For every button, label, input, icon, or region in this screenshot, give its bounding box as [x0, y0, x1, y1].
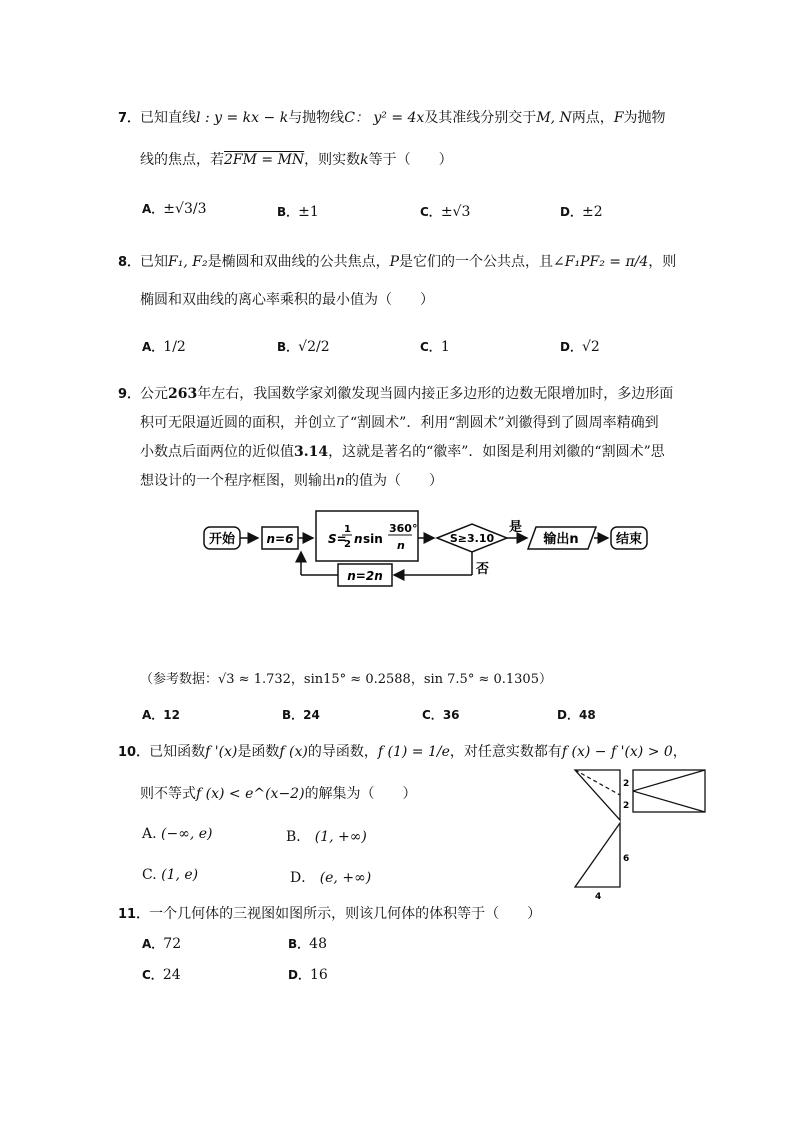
flow-output-label: 输出n [543, 532, 579, 547]
question-8-line-2: 椭圆和双曲线的离心率乘积的最小值为（ ） [140, 292, 434, 308]
q7-option-d[interactable]: D．±2 [560, 204, 603, 220]
hidden-edge [575, 770, 620, 795]
q10-option-d[interactable]: D． (e, +∞) [290, 870, 372, 886]
flow-no-label: 否 [476, 562, 490, 577]
flow-formula-half: 1 [344, 524, 351, 535]
q7-option-a[interactable]: A．±√3/3 [142, 201, 207, 217]
q9-option-c[interactable]: C．36 [422, 708, 460, 722]
question-11-line-1: 11．一个几何体的三视图如图所示，则该几何体的体积等于（ ） [118, 906, 542, 922]
q11-option-c[interactable]: C．24 [142, 967, 181, 983]
question-9-line-4: 想设计的一个程序框图，则输出n的值为（ ） [140, 473, 444, 489]
q11-option-d[interactable]: D．16 [288, 967, 328, 983]
front-label-upper: 2 [623, 779, 630, 789]
svg-text:n: n [397, 539, 405, 552]
q8-option-d[interactable]: D．√2 [560, 339, 600, 355]
front-label-lower: 2 [623, 801, 630, 811]
q10-option-b[interactable]: B． (1, +∞) [286, 829, 367, 845]
flow-end-label: 结束 [615, 532, 643, 547]
svg-text:n: n [354, 532, 363, 546]
flow-decision-label: S≥3.10 [449, 532, 495, 545]
q9-option-a[interactable]: A．12 [142, 708, 180, 722]
question-number: 11． [118, 907, 150, 922]
question-7-line-1: 7．已知直线l : y = kx − k与抛物线C： y² = 4x及其准线分别交于M, N两点，F为抛物 [118, 110, 666, 126]
question-number: 8． [118, 255, 141, 270]
question-number: 9． [118, 387, 141, 402]
q9-option-b[interactable]: B．24 [282, 708, 320, 722]
svg-text:S=: S= [328, 532, 347, 546]
question-number: 7． [118, 111, 141, 126]
question-8-line-1: 8．已知F₁, F₂是椭圆和双曲线的公共焦点，P是它们的一个公共点，且∠F₁PF₂ = π/4，则 [118, 254, 677, 270]
question-9-line-1: 9．公元263年左右，我国数学家刘徽发现当圆内接正多边形的边数无限增加时，多边形面 [118, 386, 674, 402]
q11-option-a[interactable]: A．72 [142, 936, 182, 952]
q7-option-b[interactable]: B．±1 [277, 204, 319, 220]
svg-text:360°: 360° [389, 522, 418, 535]
flow-start-label: 开始 [208, 532, 236, 547]
question-10-line-1: 10．已知函数f '(x)是函数f (x)的导函数，f (1) = 1/e，对任意实数都有f (x) − f '(x) > 0， [118, 744, 687, 760]
question-9-line-3: 小数点后面两位的近似值3.14，这就是著名的“徽率”．如图是利用刘徽的“割圆术”思 [140, 444, 665, 460]
flow-update-label: n=2n [347, 569, 383, 583]
q11-option-b[interactable]: B．48 [288, 936, 327, 952]
top-view [575, 823, 620, 887]
question-10-line-2: 则不等式f (x) < e^(x−2)的解集为（ ） [140, 786, 417, 802]
top-label-side: 6 [623, 854, 630, 864]
q7-option-c[interactable]: C．±√3 [420, 204, 471, 220]
flow-yes-label: 是 [509, 520, 523, 535]
q8-option-c[interactable]: C．1 [420, 339, 450, 355]
question-7-line-2: 线的焦点，若2FM = MN，则实数k等于（ ） [140, 152, 453, 168]
svg-text:sin: sin [363, 532, 383, 546]
program-flowchart [0, 505, 794, 595]
question-9-line-2: 积可无限逼近圆的面积，并创立了“割圆术”．利用“割圆术”刘徽得到了圆周率精确到 [140, 415, 659, 431]
side-view [633, 770, 705, 812]
q10-option-a[interactable]: A. (−∞, e) [142, 826, 213, 842]
reference-data: （参考数据：√3 ≈ 1.732，sin15° ≈ 0.2588，sin 7.5° ≈ 0.1305） [140, 672, 552, 687]
q10-option-c[interactable]: C. (1, e) [142, 867, 199, 883]
q9-option-d[interactable]: D．48 [557, 708, 596, 722]
flow-init-label: n=6 [266, 532, 294, 546]
q8-option-a[interactable]: A．1/2 [142, 339, 186, 355]
top-label-bottom: 4 [595, 892, 602, 902]
front-view [575, 770, 620, 820]
question-number: 10． [118, 745, 150, 760]
q8-option-b[interactable]: B．√2/2 [277, 339, 330, 355]
svg-text:2: 2 [344, 539, 351, 550]
three-view-figure [570, 765, 710, 905]
